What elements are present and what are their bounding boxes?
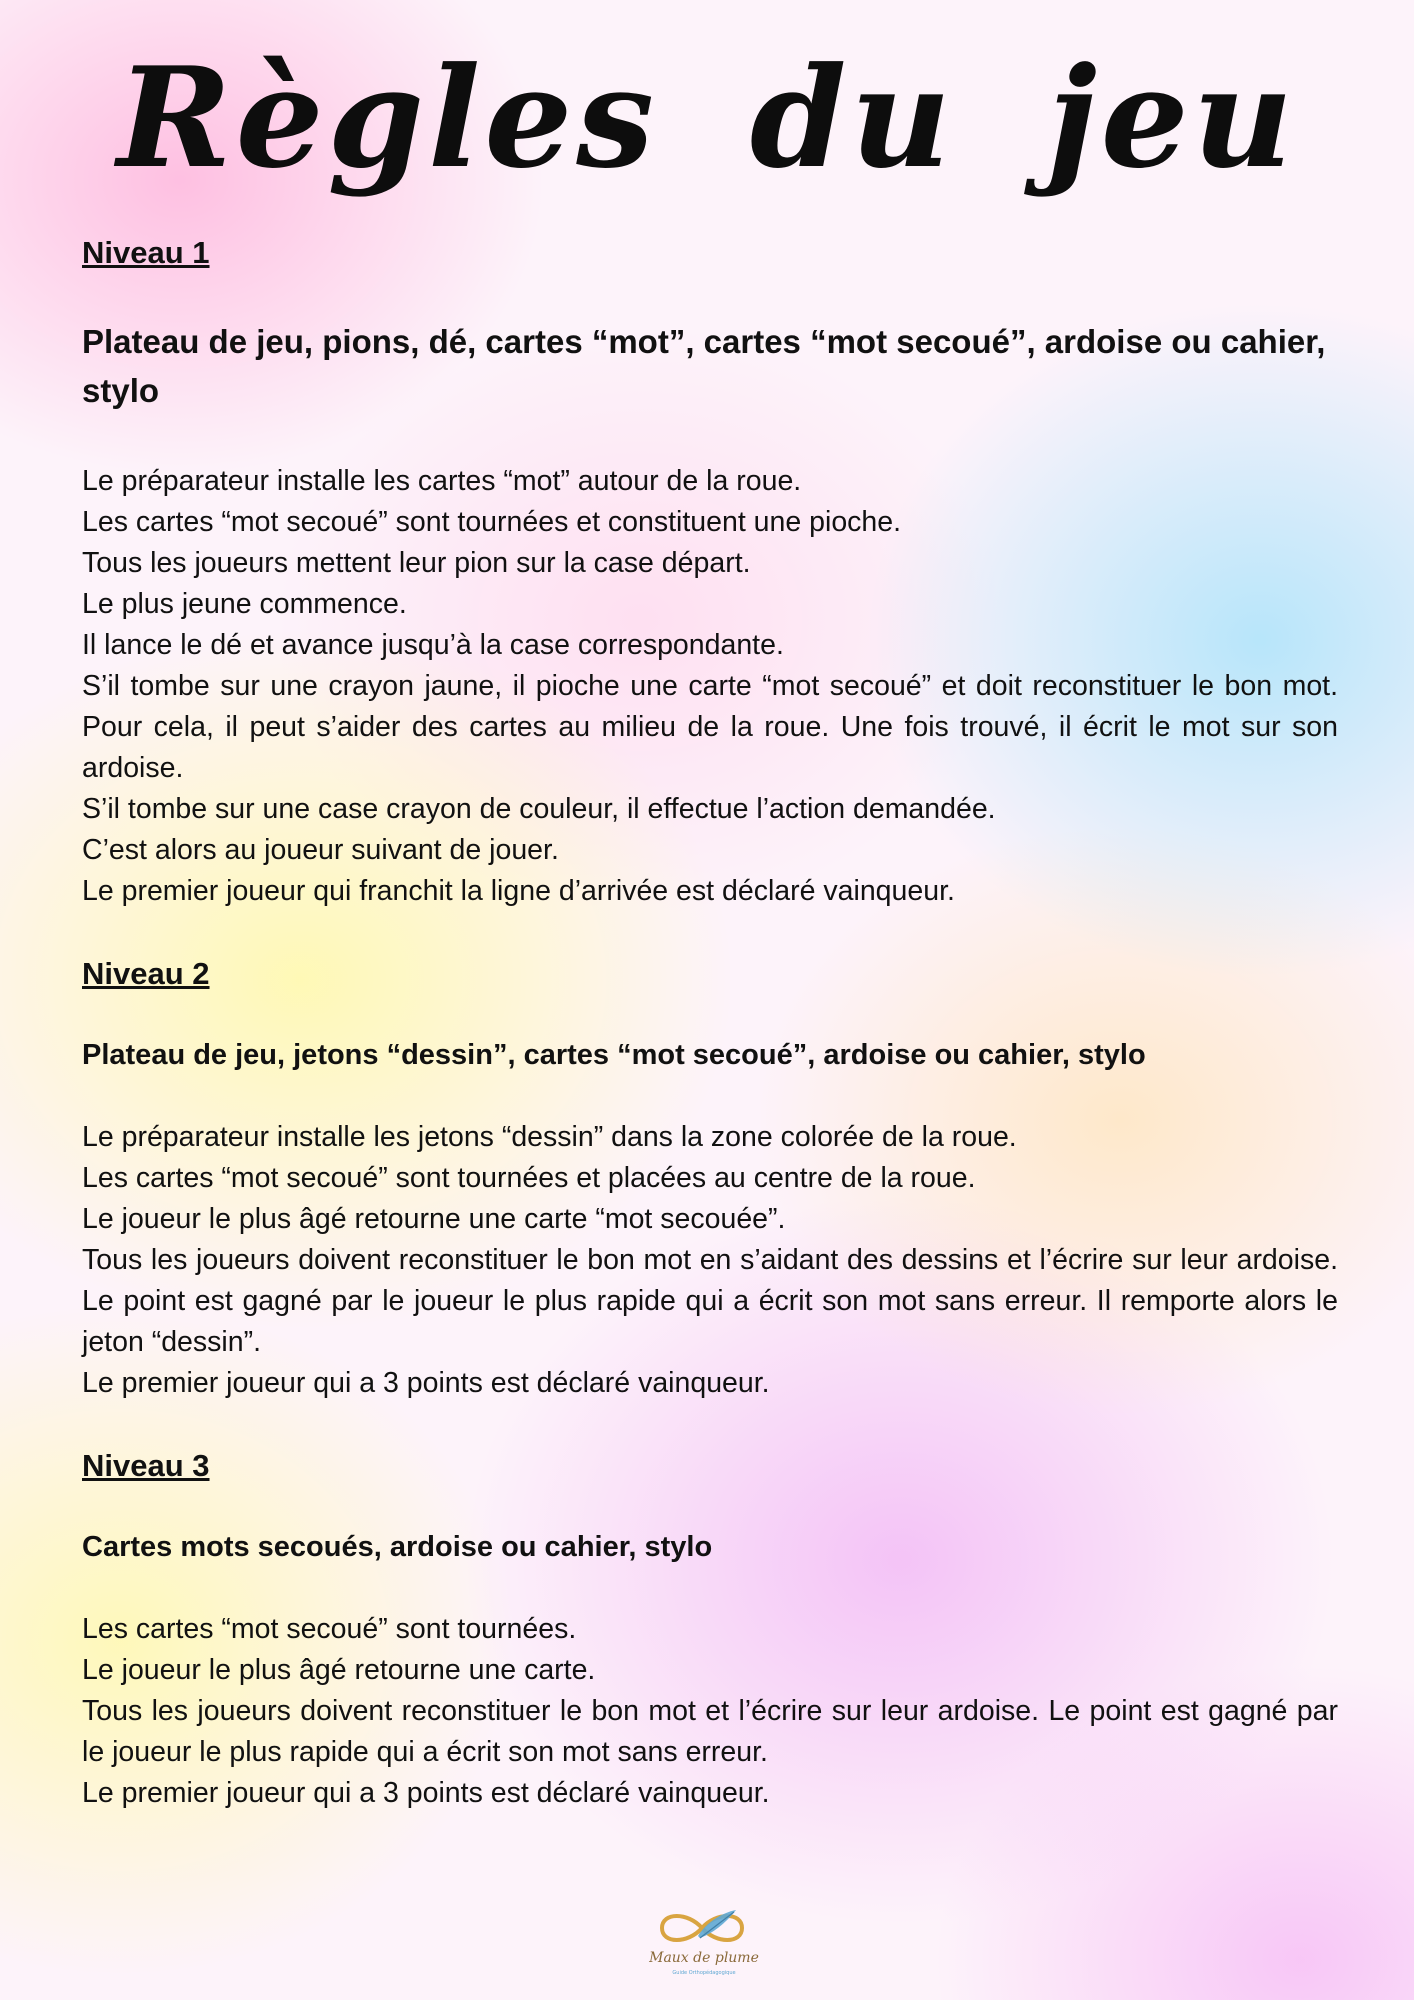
rule-line: Les cartes “mot secoué” sont tournées et placées au centre de la roue. — [82, 1162, 976, 1194]
rule-line: Le préparateur installe les jetons “dessin” dans la zone colorée de la roue. — [82, 1121, 1017, 1153]
section-level-1 — [82, 232, 1338, 912]
rule-line: Tous les joueurs mettent leur pion sur la case départ. — [82, 547, 751, 579]
rules-paragraph — [82, 1117, 1338, 1404]
rules-paragraph — [82, 461, 1338, 912]
svg-text:Guide Orthopédagogique: Guide Orthopédagogique — [672, 1970, 736, 1976]
level-heading: Niveau 2 — [82, 956, 210, 991]
rule-line: C’est alors au joueur suivant de jouer. — [82, 834, 559, 866]
rule-line: S’il tombe sur une crayon jaune, il pioche une carte “mot secoué” et doit reconstituer le bon mot. Pour cela, il peut s’aider des cartes au milieu de la roue. Une fois trouvé, il écrit le mot sur son ardoise. — [82, 670, 1338, 784]
section-level-2 — [82, 953, 1338, 1404]
rule-line: Les cartes “mot secoué” sont tournées. — [82, 1613, 577, 1645]
rule-line: Le premier joueur qui a 3 points est déclaré vainqueur. — [82, 1367, 770, 1399]
brand-logo — [640, 1900, 770, 1980]
feather-infinity-icon — [640, 1900, 770, 1980]
rules-paragraph — [82, 1609, 1338, 1814]
material-list: Plateau de jeu, jetons “dessin”, cartes “mot secoué”, ardoise ou cahier, stylo — [82, 1039, 1146, 1071]
rule-line: Le préparateur installe les cartes “mot” autour de la roue. — [82, 465, 802, 497]
rule-line: Il lance le dé et avance jusqu’à la case correspondante. — [82, 629, 784, 661]
rule-line: Le joueur le plus âgé retourne une carte “mot secouée”. — [82, 1203, 786, 1235]
rule-line: Les cartes “mot secoué” sont tournées et constituent une pioche. — [82, 506, 902, 538]
rule-line: Le premier joueur qui a 3 points est déclaré vainqueur. — [82, 1777, 770, 1809]
page-title: Règles du jeu — [117, 36, 1297, 199]
rule-line: Le premier joueur qui franchit la ligne d’arrivée est déclaré vainqueur. — [82, 875, 955, 907]
rule-line: Le joueur le plus âgé retourne une carte. — [82, 1654, 596, 1686]
rules-content — [82, 232, 1338, 1814]
rule-line: Le plus jeune commence. — [82, 588, 407, 620]
level-heading: Niveau 1 — [82, 235, 210, 270]
rule-line: Tous les joueurs doivent reconstituer le bon mot en s’aidant des dessins et l’écrire sur leur ardoise. Le point est gagné par le joueur le plus rapide qui a écrit son mot sans erreur. Il remporte alors le jeton “dessin”. — [82, 1244, 1338, 1358]
rule-line: S’il tombe sur une case crayon de couleur, il effectue l’action demandée. — [82, 793, 996, 825]
section-level-3 — [82, 1445, 1338, 1814]
material-list: Cartes mots secoués, ardoise ou cahier, stylo — [82, 1531, 713, 1563]
rule-line: Tous les joueurs doivent reconstituer le bon mot et l’écrire sur leur ardoise. Le point est gagné par le joueur le plus rapide qui a écrit son mot sans erreur. — [82, 1695, 1338, 1768]
svg-text:Maux de plume: Maux de plume — [649, 1950, 759, 1966]
level-heading: Niveau 3 — [82, 1448, 210, 1483]
material-list: Plateau de jeu, pions, dé, cartes “mot”, cartes “mot secoué”, ardoise ou cahier, stylo — [82, 323, 1326, 409]
